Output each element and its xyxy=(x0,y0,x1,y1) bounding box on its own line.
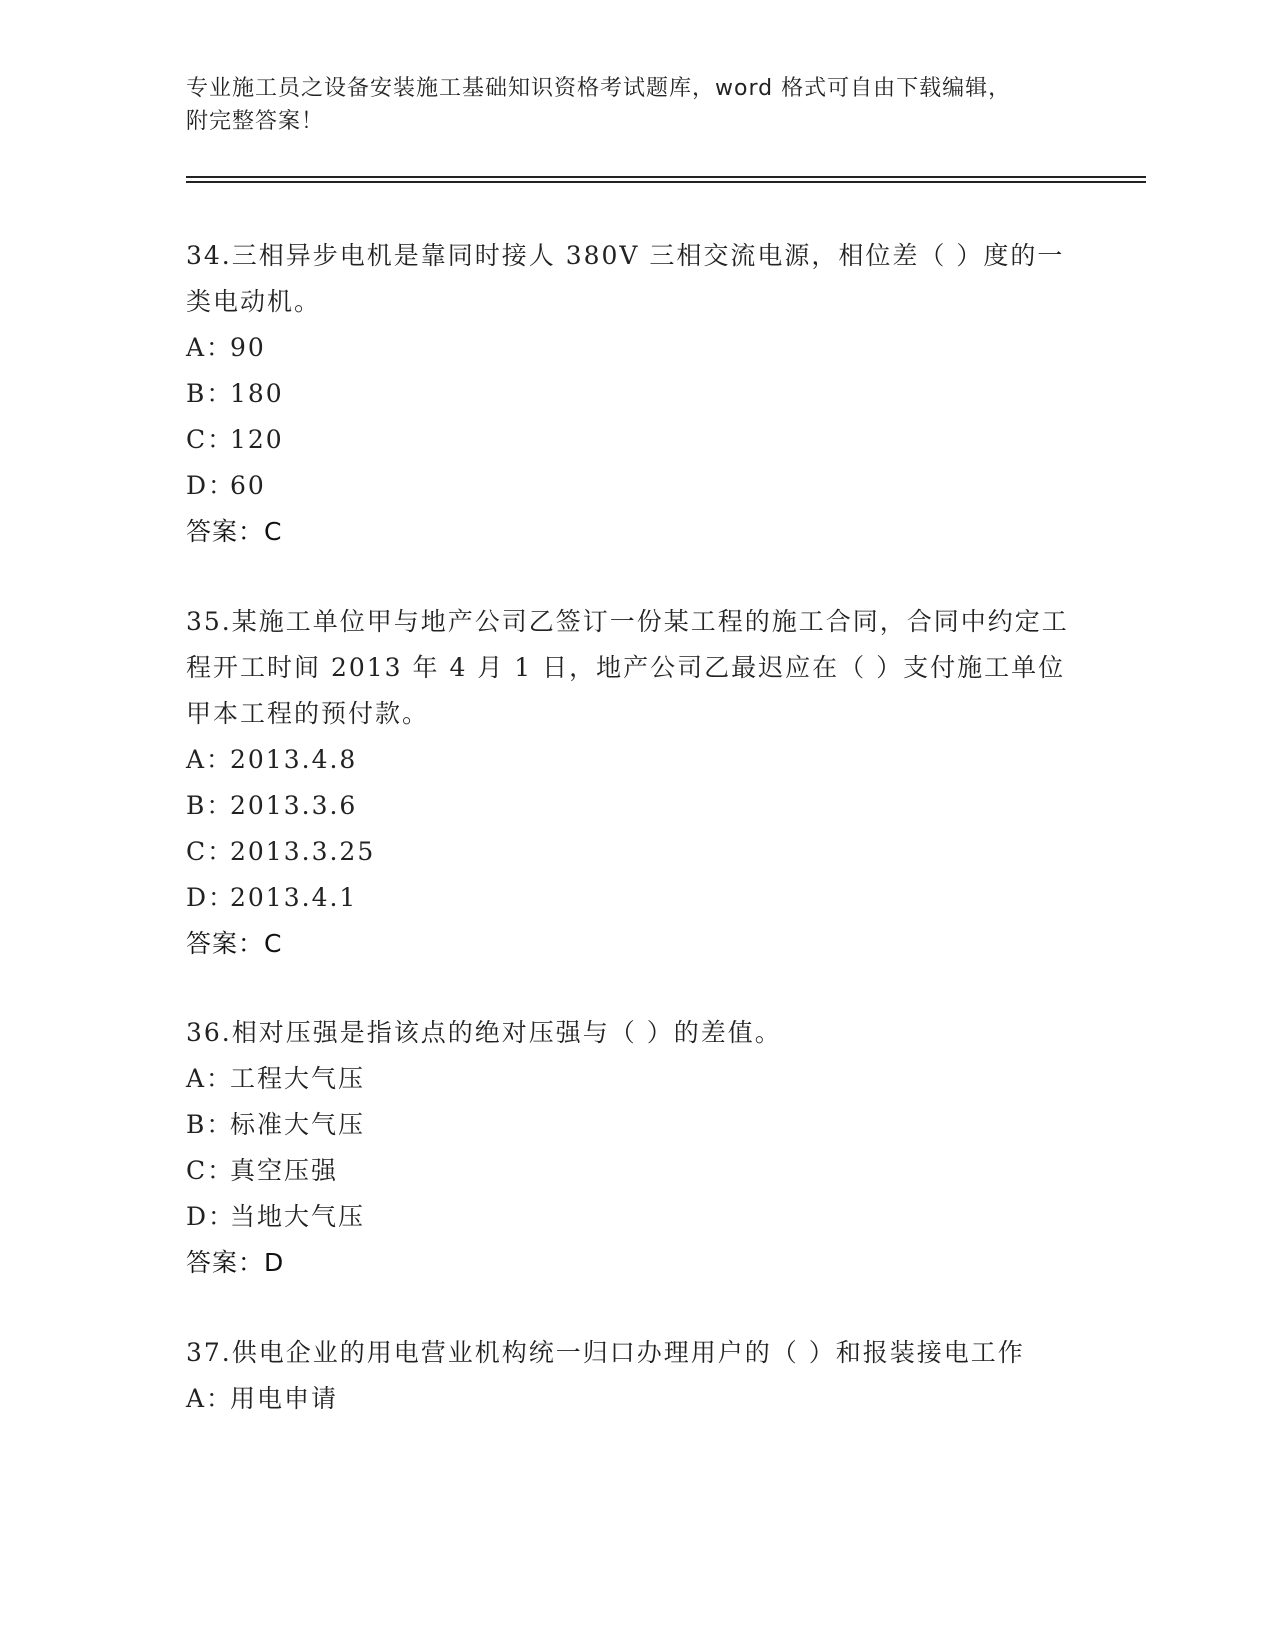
option-text: 工程大气压 xyxy=(230,1064,366,1093)
option-key: B： xyxy=(186,1110,234,1139)
option-text: 2013.4.1 xyxy=(230,883,358,912)
option-b xyxy=(186,1102,1086,1148)
answer-value: C xyxy=(264,517,283,546)
option-key: D： xyxy=(186,471,236,500)
document-header xyxy=(186,72,1066,138)
option-text: 2013.3.25 xyxy=(230,837,376,866)
option-text: 当地大气压 xyxy=(230,1202,366,1231)
option-key: A： xyxy=(186,1064,234,1093)
option-b xyxy=(186,783,1086,829)
answer-label: 答案： xyxy=(186,1248,265,1277)
answer-line xyxy=(186,1240,1086,1286)
option-text: 2013.4.8 xyxy=(230,745,358,774)
option-d xyxy=(186,1194,1086,1240)
header-divider-bottom xyxy=(186,181,1146,183)
question-stem xyxy=(186,599,1086,737)
question-number: 34. xyxy=(186,241,232,270)
answer-line xyxy=(186,509,1086,555)
answer-value: C xyxy=(264,929,283,958)
option-a xyxy=(186,737,1086,783)
question-text: 某施工单位甲与地产公司乙签订一份某工程的施工合同，合同中约定工程开工时间 2013 年 4 月 1 日，地产公司乙最迟应在（ ）支付施工单位甲本工程的预付款。 xyxy=(186,607,1069,728)
option-b xyxy=(186,371,1086,417)
option-text: 真空压强 xyxy=(230,1156,339,1185)
option-a xyxy=(186,1056,1086,1102)
option-text: 2013.3.6 xyxy=(230,791,358,820)
question-34 xyxy=(186,233,1086,555)
option-text: 60 xyxy=(230,471,266,500)
answer-value: D xyxy=(264,1248,285,1277)
answer-line xyxy=(186,921,1086,967)
option-c xyxy=(186,829,1086,875)
option-text: 用电申请 xyxy=(230,1384,339,1413)
question-number: 36. xyxy=(186,1018,232,1047)
option-key: C： xyxy=(186,837,235,866)
option-key: B： xyxy=(186,791,234,820)
question-number: 37. xyxy=(186,1338,232,1367)
option-key: D： xyxy=(186,1202,236,1231)
question-36 xyxy=(186,1010,1086,1286)
option-key: D： xyxy=(186,883,236,912)
option-key: A： xyxy=(186,333,234,362)
answer-label: 答案： xyxy=(186,517,265,546)
question-stem xyxy=(186,1010,1086,1056)
answer-label: 答案： xyxy=(186,929,265,958)
question-number: 35. xyxy=(186,607,232,636)
header-divider-top xyxy=(186,176,1146,178)
option-key: C： xyxy=(186,1156,235,1185)
option-d xyxy=(186,463,1086,509)
option-text: 90 xyxy=(230,333,266,362)
option-c xyxy=(186,1148,1086,1194)
option-key: A： xyxy=(186,1384,234,1413)
option-d xyxy=(186,875,1086,921)
option-key: C： xyxy=(186,425,235,454)
question-text: 三相异步电机是靠同时接人 380V 三相交流电源，相位差（ ）度的一类电动机。 xyxy=(186,241,1065,316)
option-key: B： xyxy=(186,379,234,408)
question-text: 供电企业的用电营业机构统一归口办理用户的（ ）和报装接电工作 xyxy=(231,1338,1025,1367)
option-key: A： xyxy=(186,745,234,774)
option-c xyxy=(186,417,1086,463)
option-a xyxy=(186,325,1086,371)
option-text: 标准大气压 xyxy=(230,1110,366,1139)
option-text: 120 xyxy=(230,425,284,454)
header-line-2: 附完整答案！ xyxy=(186,109,325,134)
question-37 xyxy=(186,1330,1086,1422)
option-a xyxy=(186,1376,1086,1422)
option-text: 180 xyxy=(230,379,284,408)
question-stem xyxy=(186,1330,1086,1376)
question-text: 相对压强是指该点的绝对压强与（ ）的差值。 xyxy=(231,1018,782,1047)
question-35 xyxy=(186,599,1086,967)
question-stem xyxy=(186,233,1086,325)
header-line-1: 专业施工员之设备安装施工基础知识资格考试题库，word 格式可自由下载编辑， xyxy=(186,76,1012,101)
